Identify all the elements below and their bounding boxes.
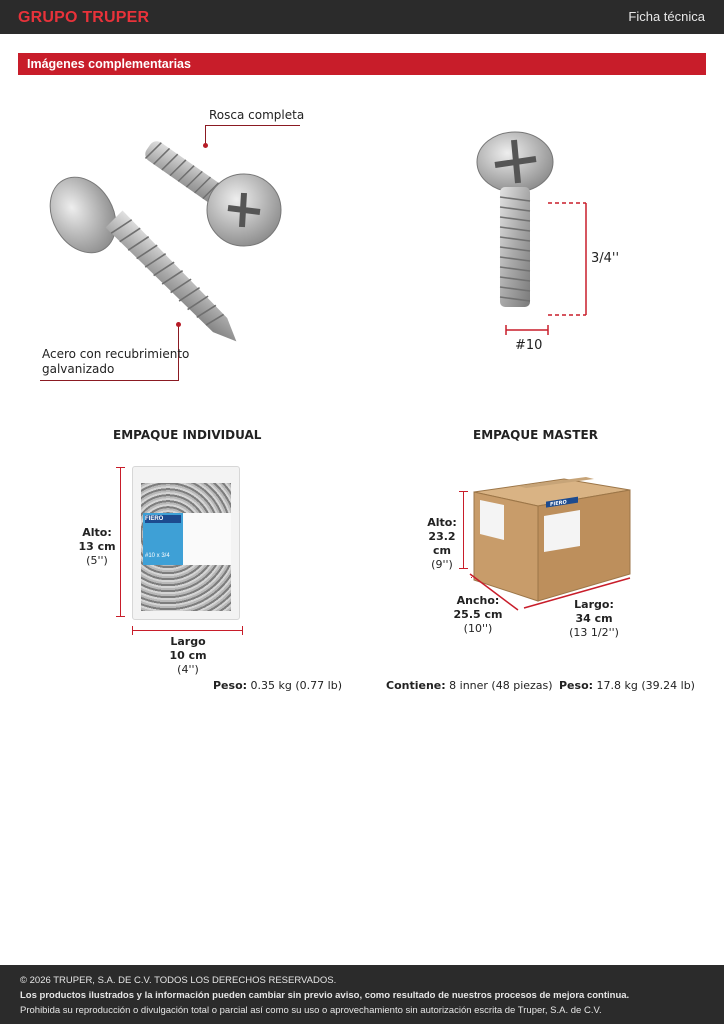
bag-brand: FIERO <box>145 515 181 523</box>
box-length-title: Largo: <box>574 598 614 611</box>
box-weight-label: Peso: <box>559 679 594 692</box>
bag-height-in: (5'') <box>86 554 108 567</box>
box-length-cm: 34 cm <box>575 612 613 625</box>
box-height-label <box>418 516 466 572</box>
box-length-in: (13 1/2'') <box>569 626 619 639</box>
master-pack-heading: EMPAQUE MASTER <box>473 428 598 442</box>
bag-length-in: (4'') <box>177 663 199 676</box>
box-contents <box>386 679 553 692</box>
bag-height-label <box>72 526 122 568</box>
bag-height-dim-bottom <box>116 616 125 617</box>
box-height-in: (9'') <box>431 558 453 571</box>
screw-dim-lines <box>500 195 595 335</box>
bag-size: #10 x 3/4 <box>145 553 170 559</box>
box-width-label <box>453 594 503 636</box>
box-brand: FIERO <box>550 499 567 509</box>
screws-image <box>40 105 300 365</box>
footer <box>0 965 724 1024</box>
box-weight <box>559 679 695 692</box>
footer-copyright: © 2026 TRUPER, S.A. DE C.V. TODOS LOS DERECHOS RESERVADOS. <box>20 975 337 986</box>
box-weight-value: 17.8 kg (39.24 lb) <box>596 679 695 692</box>
bag-info-panel <box>183 513 231 565</box>
box-contents-label: Contiene: <box>386 679 446 692</box>
bag-height-cm: 13 cm <box>78 540 116 553</box>
thread-leader <box>205 125 300 126</box>
box-height-dim-top <box>459 491 468 492</box>
section-header <box>18 53 706 75</box>
thread-marker <box>203 143 208 148</box>
section-title: Imágenes complementarias <box>27 57 191 71</box>
bag-label <box>143 513 183 565</box>
gauge-dim-label: #10 <box>515 338 543 353</box>
box-width-title: Ancho: <box>456 594 500 607</box>
thread-leader-drop <box>205 125 206 145</box>
document-type: Ficha técnica <box>628 9 705 24</box>
material-label-line1: Acero con recubrimiento <box>42 347 190 361</box>
box-length-label <box>566 598 622 640</box>
brand-logo: GRUPO TRUPER <box>18 9 150 26</box>
material-marker <box>176 322 181 327</box>
box-width-in: (10'') <box>463 622 493 635</box>
screw-front-head <box>40 165 129 264</box>
material-label-line2: galvanizado <box>42 362 115 376</box>
bag-weight <box>213 679 342 692</box>
bag-length-label <box>163 635 213 677</box>
box-height-title: Alto: <box>427 516 457 529</box>
individual-pack-bag <box>132 466 240 620</box>
bag-length-title: Largo <box>170 635 206 648</box>
box-width-cm: 25.5 cm <box>453 608 503 621</box>
length-dim-label: 3/4'' <box>591 251 620 266</box>
bag-length-dim-left <box>132 626 133 635</box>
header-bar <box>0 0 724 34</box>
bag-length-dim <box>132 630 243 631</box>
thread-label: Rosca completa <box>209 108 305 122</box>
material-label <box>42 347 189 377</box>
footer-prohibition: Prohibida su reproducción o divulgación total o parcial así como su uso o aprovechamiento sin autorización escrita de Truper, S.A. de C.V. <box>20 1005 602 1016</box>
box-contents-value: 8 inner (48 piezas) <box>449 679 553 692</box>
bag-height-title: Alto: <box>82 526 112 539</box>
bag-weight-value: 0.35 kg (0.77 lb) <box>250 679 342 692</box>
box-height-cm: 23.2 cm <box>428 530 456 557</box>
material-leader-base <box>40 380 179 381</box>
bag-weight-label: Peso: <box>213 679 248 692</box>
individual-pack-heading: EMPAQUE INDIVIDUAL <box>113 428 262 442</box>
footer-notice: Los productos ilustrados y la información pueden cambiar sin previo aviso, como resultado de nuestros procesos de mejora continua. <box>20 990 630 1001</box>
bag-height-dim-top <box>116 467 125 468</box>
bag-length-cm: 10 cm <box>169 649 207 662</box>
bag-length-dim-right <box>242 626 243 635</box>
